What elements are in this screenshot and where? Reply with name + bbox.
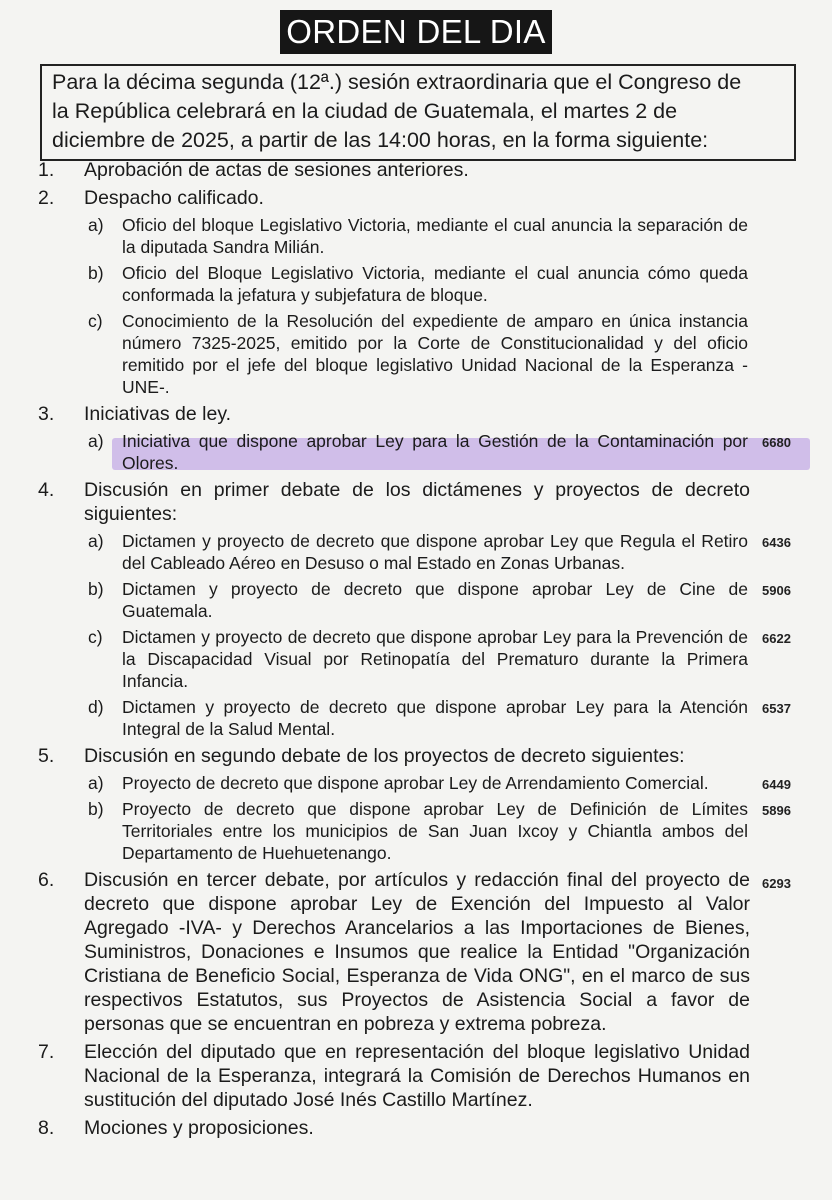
sub-letter: d) xyxy=(88,697,104,717)
sub-letter: a) xyxy=(88,215,104,235)
sub-item xyxy=(0,696,832,740)
item-number: 2. xyxy=(38,187,55,209)
agenda-item xyxy=(0,1116,832,1140)
intro-line: la República celebrará en la ciudad de Guatemala, el martes 2 de xyxy=(52,99,678,123)
agenda-item xyxy=(0,1040,832,1112)
sub-text: Dictamen y proyecto de decreto que dispone aprobar Ley de Cine de Guatemala. xyxy=(122,579,748,621)
agenda-item xyxy=(0,186,832,210)
item-number: 3. xyxy=(38,403,55,425)
sub-item xyxy=(0,772,832,794)
agenda-item xyxy=(0,402,832,426)
page-title: ORDEN DEL DIA xyxy=(280,10,551,54)
sub-item xyxy=(0,530,832,574)
sub-text: Dictamen y proyecto de decreto que dispone aprobar Ley para la Prevención de la Discapacidad Visual por Retinopatía del Prematuro durante la Primera Infancia. xyxy=(122,627,748,691)
item-text: Iniciativas de ley. xyxy=(84,403,232,425)
item-text: Discusión en tercer debate, por artículos y redacción final del proyecto de decreto que dispone aprobar Ley de Exención del Impuesto al Valor Agregado -IVA- y Derechos Arancelarios a las Importaciones de Bienes, Suministros, Donaciones e Insumos que realice la Entidad "Organización Cristiana de Beneficio Social, Esperanza de Vida ONG", en el marco de sus respectivos Estatutos, sus Proyectos de Asistencia Social a favor de personas que se encuentran en pobreza y extrema pobreza. xyxy=(84,869,750,1035)
sub-letter: a) xyxy=(88,773,104,793)
initiative-number: 6436 xyxy=(762,535,791,550)
sub-item xyxy=(0,310,832,398)
initiative-number: 5906 xyxy=(762,583,791,598)
agenda-list xyxy=(0,158,832,1144)
item-text: Mociones y proposiciones. xyxy=(84,1117,314,1139)
sub-letter: a) xyxy=(88,431,104,451)
item-number: 7. xyxy=(38,1041,55,1063)
sub-letter: b) xyxy=(88,799,104,819)
sub-item xyxy=(0,798,832,864)
initiative-number: 6537 xyxy=(762,701,791,716)
sub-item xyxy=(0,214,832,258)
sub-text: Proyecto de decreto que dispone aprobar Ley de Arrendamiento Comercial. xyxy=(122,773,709,793)
title-container xyxy=(0,10,832,54)
item-text: Aprobación de actas de sesiones anteriores. xyxy=(84,159,469,181)
initiative-number: 5896 xyxy=(762,803,791,818)
intro-line: diciembre de 2025, a partir de las 14:00 horas, en la forma siguiente: xyxy=(52,128,709,152)
intro-box xyxy=(40,64,796,161)
sub-letter: b) xyxy=(88,263,104,283)
sub-item xyxy=(0,430,832,474)
initiative-number: 6449 xyxy=(762,777,791,792)
item-number: 8. xyxy=(38,1117,55,1139)
sub-letter: c) xyxy=(88,627,103,647)
initiative-number: 6622 xyxy=(762,631,791,646)
agenda-item xyxy=(0,744,832,768)
sub-letter: c) xyxy=(88,311,103,331)
sub-letter: a) xyxy=(88,531,104,551)
item-text: Discusión en segundo debate de los proyectos de decreto siguientes: xyxy=(84,745,685,767)
sub-text: Oficio del bloque Legislativo Victoria, mediante el cual anuncia la separación de la diputada Sandra Milián. xyxy=(122,215,748,257)
initiative-number: 6680 xyxy=(762,435,791,450)
sub-text: Conocimiento de la Resolución del expediente de amparo en única instancia número 7325-2025, emitido por la Corte de Constitucionalidad y del oficio remitido por el jefe del bloque legislativo Unidad Nacional de la Esperanza -UNE-. xyxy=(122,311,748,397)
item-number: 6. xyxy=(38,869,55,891)
item-text: Elección del diputado que en representación del bloque legislativo Unidad Nacional de la Esperanza, integrará la Comisión de Derechos Humanos en sustitución del diputado José Inés Castillo Martínez. xyxy=(84,1041,750,1111)
initiative-number: 6293 xyxy=(762,876,791,891)
intro-line: Para la décima segunda (12ª.) sesión extraordinaria que el Congreso de xyxy=(52,70,742,94)
item-number: 4. xyxy=(38,479,55,501)
item-number: 5. xyxy=(38,745,55,767)
agenda-item xyxy=(0,868,832,1036)
sub-text: Dictamen y proyecto de decreto que dispone aprobar Ley que Regula el Retiro del Cableado Aéreo en Desuso o mal Estado en Zonas Urbanas. xyxy=(122,531,748,573)
sub-item xyxy=(0,262,832,306)
agenda-item xyxy=(0,158,832,182)
item-text: Discusión en primer debate de los dictámenes y proyectos de decreto siguientes: xyxy=(84,479,750,525)
sub-text: Iniciativa que dispone aprobar Ley para la Gestión de la Contaminación por Olores. xyxy=(122,431,748,473)
item-text: Despacho calificado. xyxy=(84,187,264,209)
sub-item-highlighted xyxy=(0,578,832,622)
sub-text: Oficio del Bloque Legislativo Victoria, mediante el cual anuncia cómo queda conformada la jefatura y subjefatura de bloque. xyxy=(122,263,748,305)
sub-item xyxy=(0,626,832,692)
agenda-item xyxy=(0,478,832,526)
sub-text: Dictamen y proyecto de decreto que dispone aprobar Ley para la Atención Integral de la Salud Mental. xyxy=(122,697,748,739)
item-number: 1. xyxy=(38,159,55,181)
sub-text: Proyecto de decreto que dispone aprobar Ley de Definición de Límites Territoriales entre los municipios de San Juan Ixcoy y Chiantla ambos del Departamento de Huehuetenango. xyxy=(122,799,748,863)
sub-letter: b) xyxy=(88,579,104,599)
